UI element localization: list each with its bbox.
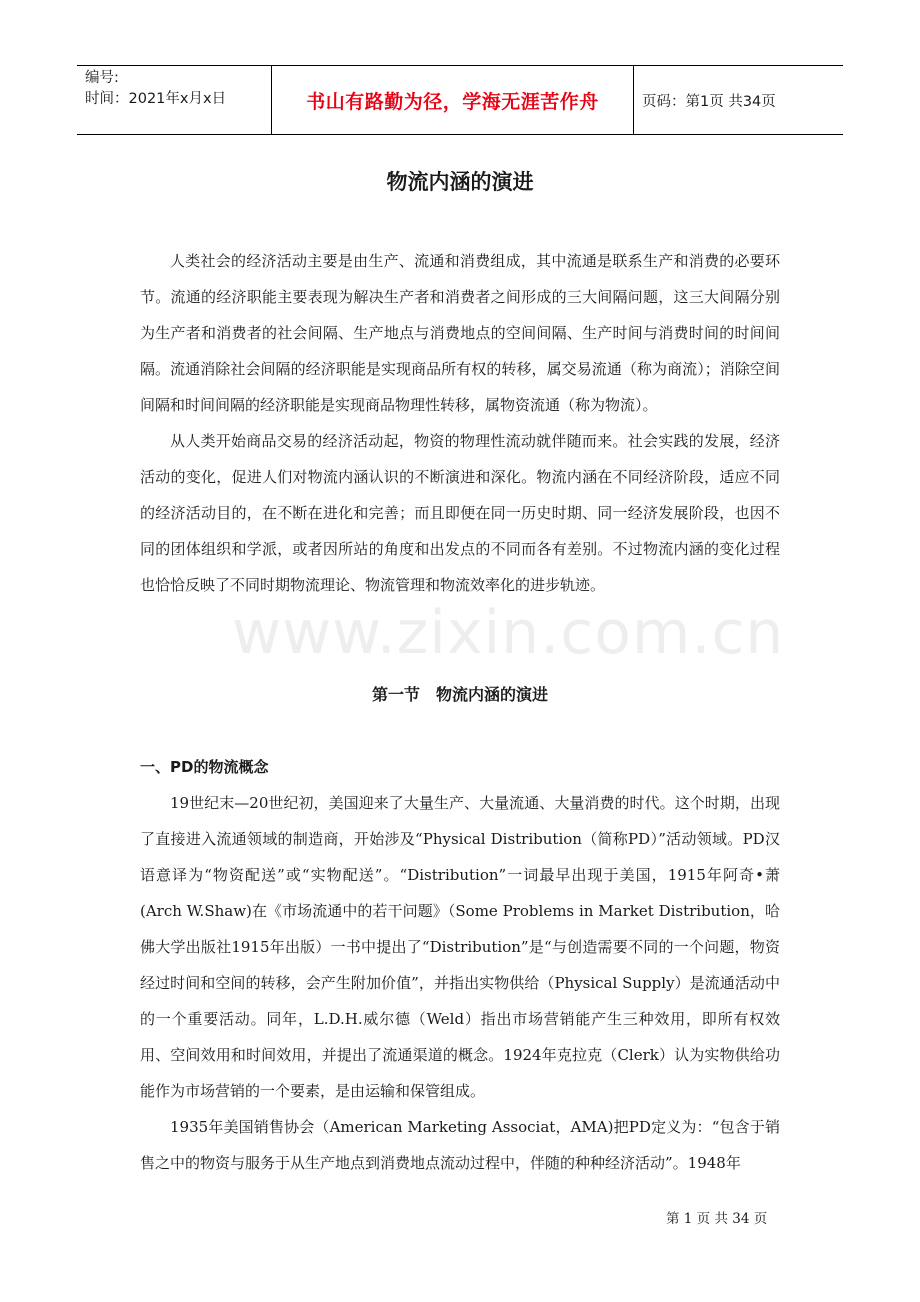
header-page-number: 页码：第1页 共34页 bbox=[642, 93, 776, 110]
document-title: 物流内涵的演进 bbox=[386, 170, 534, 194]
intro-paragraph-1: 人类社会的经济活动主要是由生产、流通和消费组成，其中流通是联系生产和消费的必要环节。流通的经济职能主要表现为解决生产者和消费者之间形成的三大间隔问题，这三大间隔分别为生产者和消费者的社会间隔、生产地点与消费地点的空间间隔、生产时间与消费时间的时间间隔。流通消除社会间隔的经济职能是实现商品所有权的转移，属交易流通（称为商流）；消除空间间隔和时间间隔的经济职能是实现商品物理性转移，属物资流通（称为物流）。 bbox=[140, 252, 780, 414]
subsection-heading: 一、PD的物流概念 bbox=[140, 758, 269, 776]
intro-paragraph-2: 从人类开始商品交易的经济活动起，物资的物理性流动就伴随而来。社会实践的发展，经济活动的变化，促进人们对物流内涵认识的不断演进和深化。物流内涵在不同经济阶段，适应不同的经济活动目的，在不断在进化和完善；而且即便在同一历史时期、同一经济发展阶段，也因不同的团体组织和学派，或者因所站的角度和出发点的不同而各有差别。不过物流内涵的变化过程也恰恰反映了不同时期物流理论、物流管理和物流效率化的进步轨迹。 bbox=[140, 432, 780, 594]
document-date-label: 时间：2021年x月x日 bbox=[85, 91, 227, 107]
body-section bbox=[140, 785, 780, 1181]
header-motto: 书山有路勤为径，学海无涯苦作舟 bbox=[272, 66, 634, 134]
document-number-label: 编号: bbox=[85, 70, 119, 86]
body-paragraph-2: 1935年美国销售协会（American Marketing Associat，AMA)把PD定义为：“包含于销售之中的物资与服务于从生产地点到消费地点流动过程中，伴随的种种经济活动”。1948年 bbox=[140, 1118, 780, 1172]
watermark-text: www.zixin.com.cn bbox=[232, 598, 785, 668]
section-heading: 第一节 物流内涵的演进 bbox=[371, 685, 548, 704]
page-header bbox=[77, 65, 843, 135]
page-footer: 第 1 页 共 34 页 bbox=[666, 1211, 768, 1227]
intro-section bbox=[140, 243, 780, 603]
body-paragraph-1: 19世纪末—20世纪初，美国迎来了大量生产、大量流通、大量消费的时代。这个时期，出现了直接进入流通领域的制造商，开始涉及“Physical Distribution（简称PD）”活动领域。PD汉语意译为“物资配送”或“实物配送”。“Distribution”一词最早出现于美国，1915年阿奇•萧(Arch W.Shaw)在《市场流通中的若干问题》（Some Problems in Market Distribution，哈佛大学出版社1915年出版）一书中提出了“Distribution”是“与创造需要不同的一个问题，物资经过时间和空间的转移，会产生附加价值”，并指出实物供给（Physical Supply）是流通活动中的一个重要活动。同年，L.D.H.威尔德（Weld）指出市场营销能产生三种效用，即所有权效用、空间效用和时间效用，并提出了流通渠道的概念。1924年克拉克（Clerk）认为实物供给功能作为市场营销的一个要素，是由运输和保管组成。 bbox=[140, 794, 780, 1100]
header-meta bbox=[77, 66, 272, 134]
